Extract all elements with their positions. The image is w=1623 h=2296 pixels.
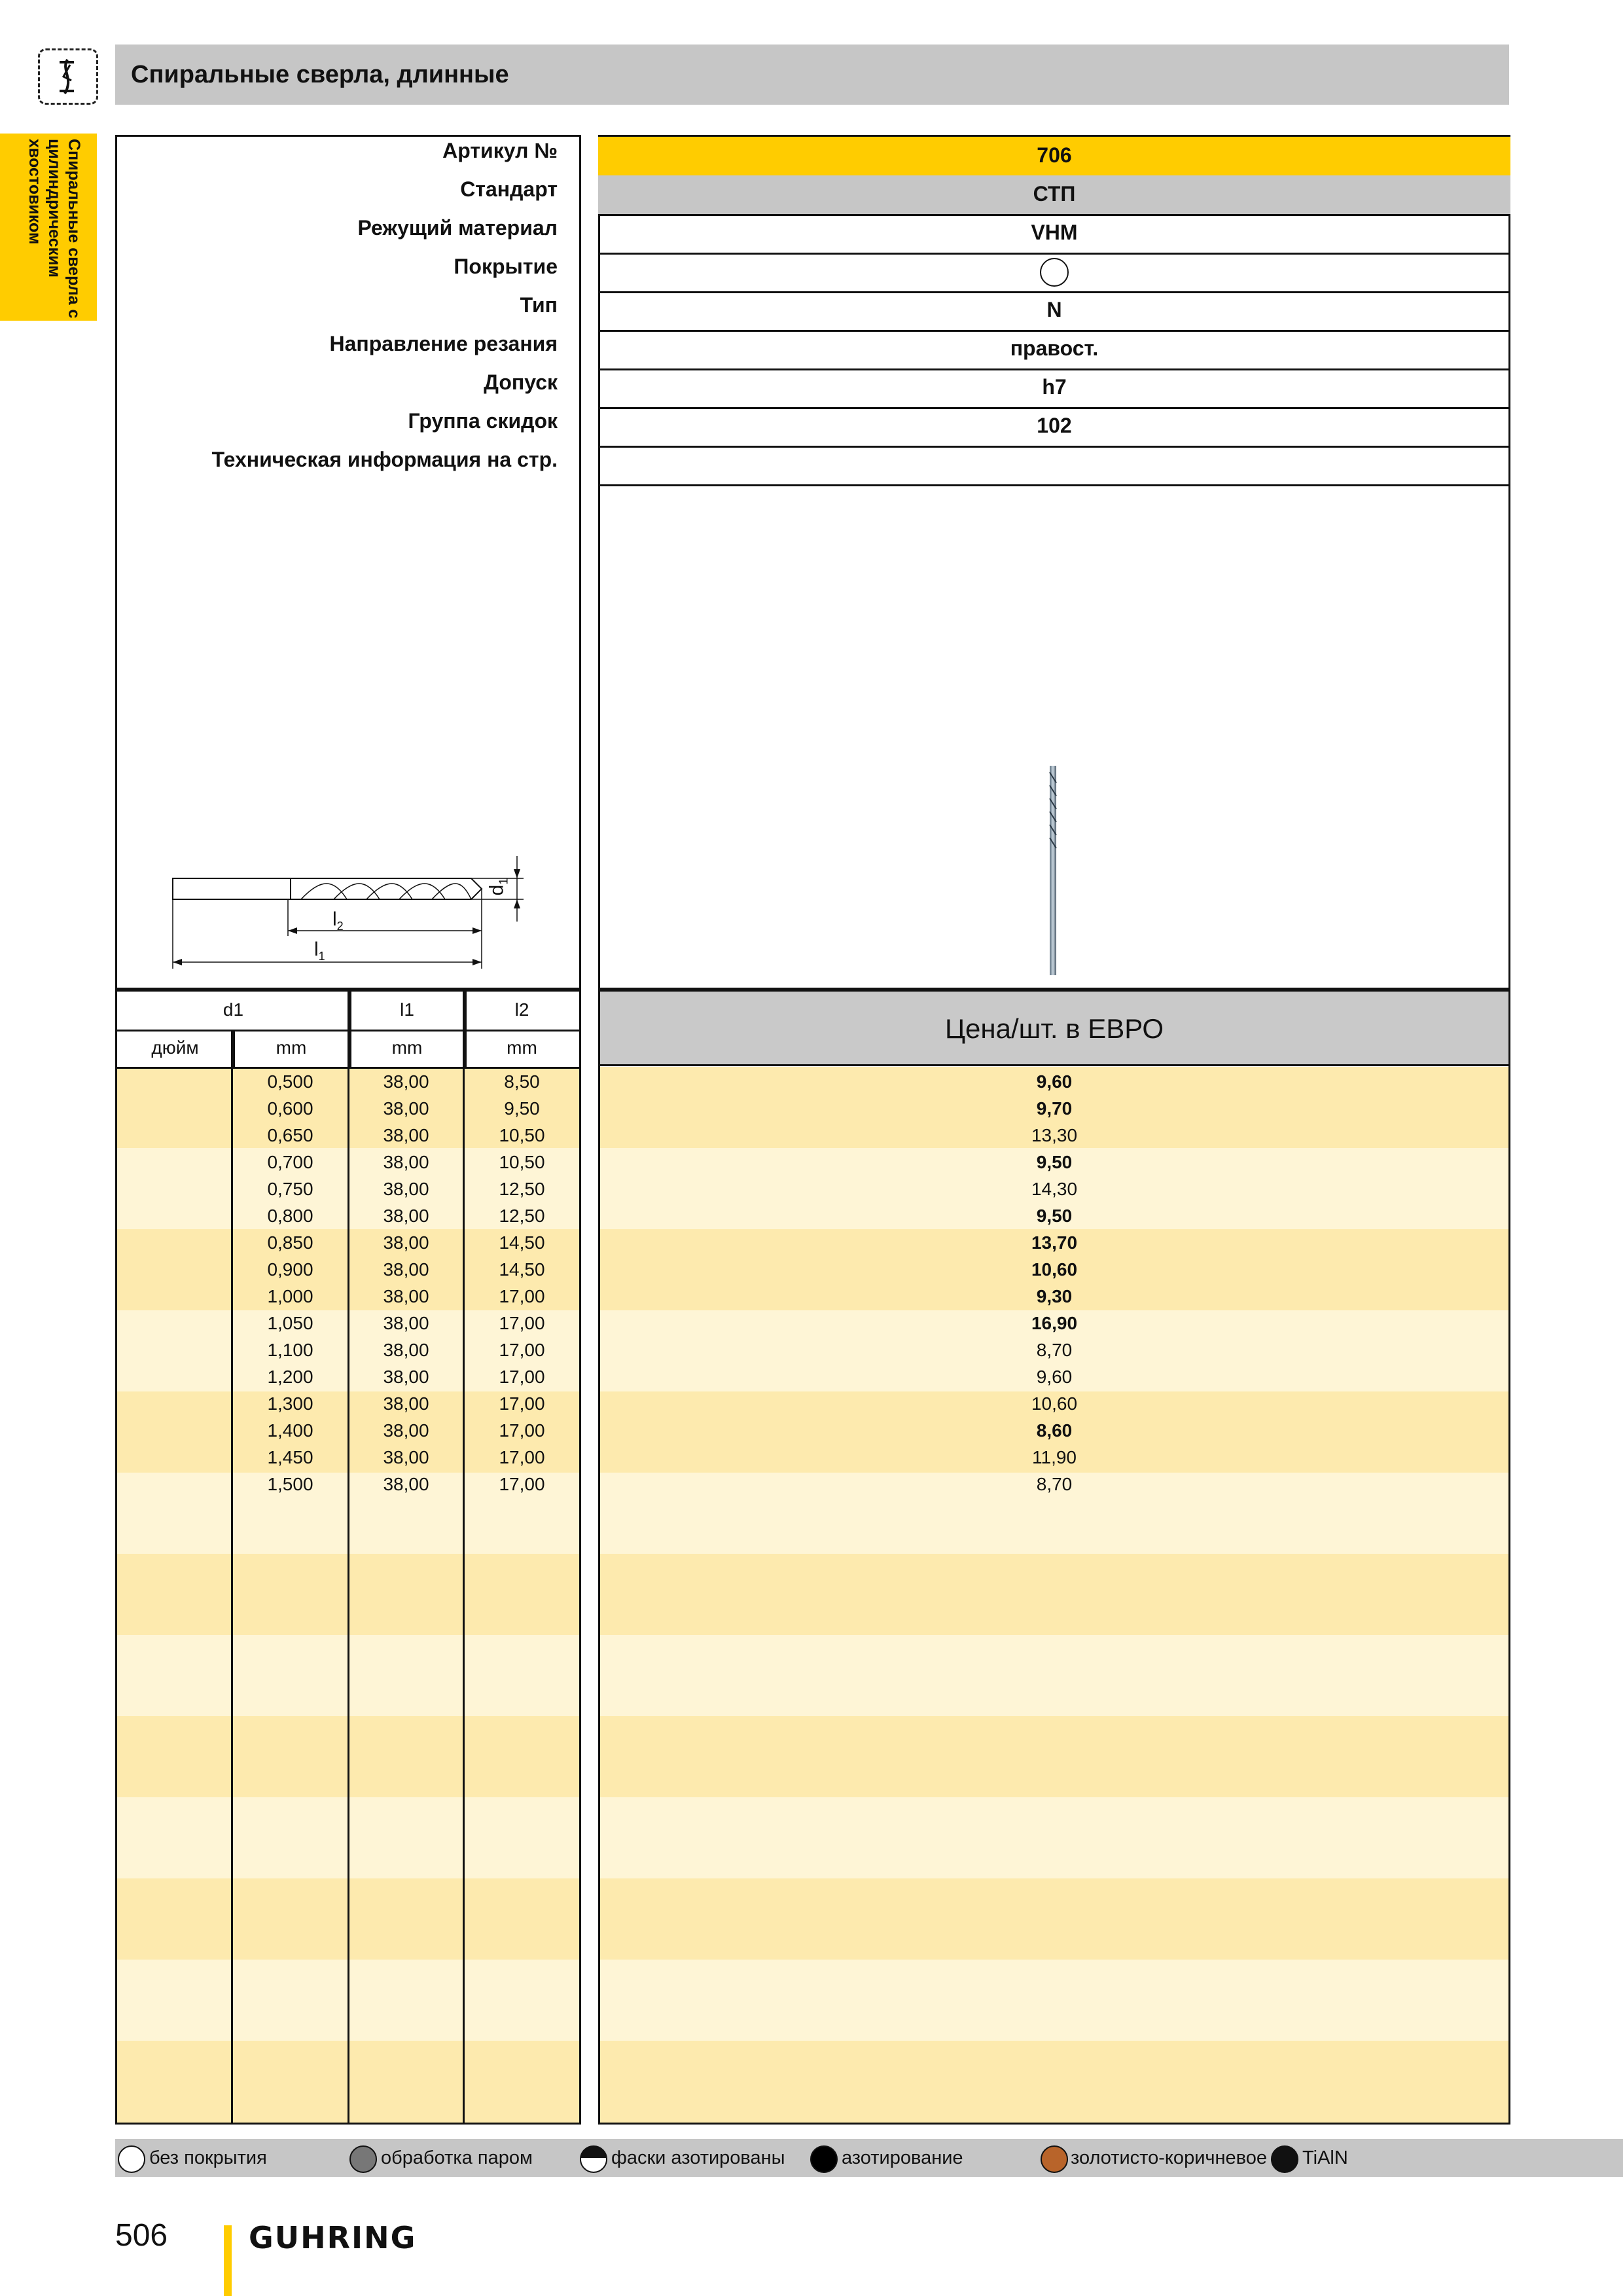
spec-value-coating [598, 253, 1510, 293]
spec-label-material: Режущий материал [357, 216, 558, 240]
drill-product-image [1041, 766, 1067, 975]
cell-d1: 1,300 [267, 1393, 313, 1414]
cell-price: 8,60 [1036, 1420, 1073, 1441]
spec-value-type: N [598, 291, 1510, 332]
nitriding-icon [810, 2145, 838, 2173]
cell-l1: 38,00 [383, 1313, 429, 1333]
unit-inch: дюйм [117, 1030, 235, 1069]
spec-value-material: VHM [598, 214, 1510, 255]
cell-l1: 38,00 [383, 1393, 429, 1414]
spec-label-article: Артикул № [442, 139, 558, 162]
cell-d1: 0,700 [267, 1152, 313, 1172]
legend-steam: обработка паром [381, 2147, 533, 2168]
spec-value-article: 706 [598, 135, 1510, 179]
col-header-l2: l2 [465, 992, 579, 1031]
cell-l1: 38,00 [383, 1367, 429, 1387]
cell-l1: 38,00 [383, 1447, 429, 1467]
cell-l2: 8,50 [504, 1071, 540, 1092]
cell-l2: 17,00 [499, 1474, 545, 1494]
spec-label-direction: Направление резания [329, 332, 558, 355]
spec-label-coating: Покрытие [454, 255, 558, 278]
cell-l1: 38,00 [383, 1420, 429, 1441]
dim-label-l1: $l_1$ [314, 939, 325, 963]
cell-l2: 10,50 [499, 1152, 545, 1172]
spec-value-techinfo [598, 446, 1510, 486]
spec-value-direction: правост. [598, 330, 1510, 370]
cell-l2: 9,50 [504, 1098, 540, 1119]
spec-label-type: Тип [520, 293, 558, 317]
cell-price: 8,70 [1036, 1474, 1073, 1494]
cell-l1: 38,00 [383, 1098, 429, 1119]
drill-category-icon [38, 48, 98, 105]
uncoated-icon [118, 2145, 145, 2173]
unit-mm-d1: mm [233, 1030, 351, 1069]
cell-l1: 38,00 [383, 1340, 429, 1360]
cell-l1: 38,00 [383, 1232, 429, 1253]
cell-price: 10,60 [1031, 1259, 1078, 1280]
cell-price: 11,90 [1032, 1447, 1077, 1467]
unit-mm-l2: mm [465, 1030, 579, 1069]
cell-d1: 0,900 [267, 1259, 313, 1280]
cell-l2: 17,00 [499, 1447, 545, 1467]
cell-l1: 38,00 [383, 1206, 429, 1226]
cell-d1: 1,000 [267, 1286, 313, 1306]
cell-l2: 17,00 [499, 1420, 545, 1441]
cell-l1: 38,00 [383, 1152, 429, 1172]
cell-price: 14,30 [1031, 1179, 1078, 1199]
cell-d1: 1,050 [267, 1313, 313, 1333]
cell-l2: 12,50 [499, 1206, 545, 1226]
cell-d1: 0,750 [267, 1179, 313, 1199]
legend-chamfers: фаски азотированы [611, 2147, 785, 2168]
cell-l2: 17,00 [499, 1286, 545, 1306]
cell-d1: 0,650 [267, 1125, 313, 1145]
unit-mm-l1: mm [349, 1030, 467, 1069]
legend-gold-brown: золотисто-коричневое [1071, 2147, 1267, 2168]
cell-price: 9,50 [1036, 1152, 1073, 1172]
cell-l1: 38,00 [383, 1474, 429, 1494]
brand-logo: GUHRING [249, 2220, 417, 2255]
cell-l2: 14,50 [499, 1259, 545, 1280]
cell-l1: 38,00 [383, 1286, 429, 1306]
legend-tialn: TiAlN [1302, 2147, 1348, 2168]
cell-price: 10,60 [1031, 1393, 1078, 1414]
section-tab-label: Спиральные сверла с цилиндрическим хвостовиком [26, 139, 83, 319]
price-header: Цена/шт. в ЕВРО [600, 992, 1508, 1066]
spec-label-discount: Группа скидок [408, 409, 558, 433]
cell-price: 9,60 [1036, 1367, 1073, 1387]
cell-d1: 1,200 [267, 1367, 313, 1387]
cell-l2: 17,00 [499, 1393, 545, 1414]
cell-price: 13,30 [1031, 1125, 1078, 1145]
cell-l1: 38,00 [383, 1259, 429, 1280]
cell-l2: 17,00 [499, 1340, 545, 1360]
steam-treated-icon [349, 2145, 377, 2173]
spec-label-tolerance: Допуск [484, 370, 558, 394]
uncoated-circle-icon [1040, 258, 1069, 287]
cell-d1: 1,500 [267, 1474, 313, 1494]
spec-value-standard: СТП [598, 175, 1510, 216]
nitrided-chamfers-icon [580, 2145, 607, 2173]
cell-price: 9,70 [1036, 1098, 1073, 1119]
col-header-d1: d1 [117, 992, 351, 1031]
drill-dimension-drawing [164, 844, 543, 969]
cell-l2: 17,00 [499, 1367, 545, 1387]
cell-price: 9,50 [1036, 1206, 1073, 1226]
cell-l2: 14,50 [499, 1232, 545, 1253]
cell-price: 13,70 [1031, 1232, 1078, 1253]
dim-label-l2: $l_2$ [332, 908, 344, 933]
cell-price: 9,30 [1036, 1286, 1073, 1306]
cell-d1: 0,600 [267, 1098, 313, 1119]
cell-l1: 38,00 [383, 1179, 429, 1199]
cell-d1: 1,100 [267, 1340, 313, 1360]
legend-nitriding: азотирование [842, 2147, 963, 2168]
cell-l1: 38,00 [383, 1071, 429, 1092]
cell-d1: 0,800 [267, 1206, 313, 1226]
legend-uncoated: без покрытия [149, 2147, 267, 2168]
cell-d1: 0,850 [267, 1232, 313, 1253]
tialn-icon [1271, 2145, 1298, 2173]
gold-brown-icon [1041, 2145, 1068, 2173]
spec-value-discount: 102 [598, 407, 1510, 448]
dim-label-d1: $d_1$ [486, 878, 510, 896]
spec-label-standard: Стандарт [460, 177, 558, 201]
cell-d1: 1,450 [267, 1447, 313, 1467]
spec-label-techinfo: Техническая информация на стр. [211, 448, 558, 471]
cell-price: 9,60 [1036, 1071, 1073, 1092]
cell-price: 16,90 [1031, 1313, 1078, 1333]
col-header-l1: l1 [349, 992, 467, 1031]
footer-accent [224, 2225, 232, 2296]
cell-l2: 12,50 [499, 1179, 545, 1199]
cell-d1: 1,400 [267, 1420, 313, 1441]
cell-l1: 38,00 [383, 1125, 429, 1145]
cell-d1: 0,500 [267, 1071, 313, 1092]
cell-price: 8,70 [1036, 1340, 1073, 1360]
spec-value-tolerance: h7 [598, 368, 1510, 409]
page-title: Спиральные сверла, длинные [131, 61, 509, 88]
cell-l2: 10,50 [499, 1125, 545, 1145]
cell-l2: 17,00 [499, 1313, 545, 1333]
page-number: 506 [115, 2218, 168, 2253]
